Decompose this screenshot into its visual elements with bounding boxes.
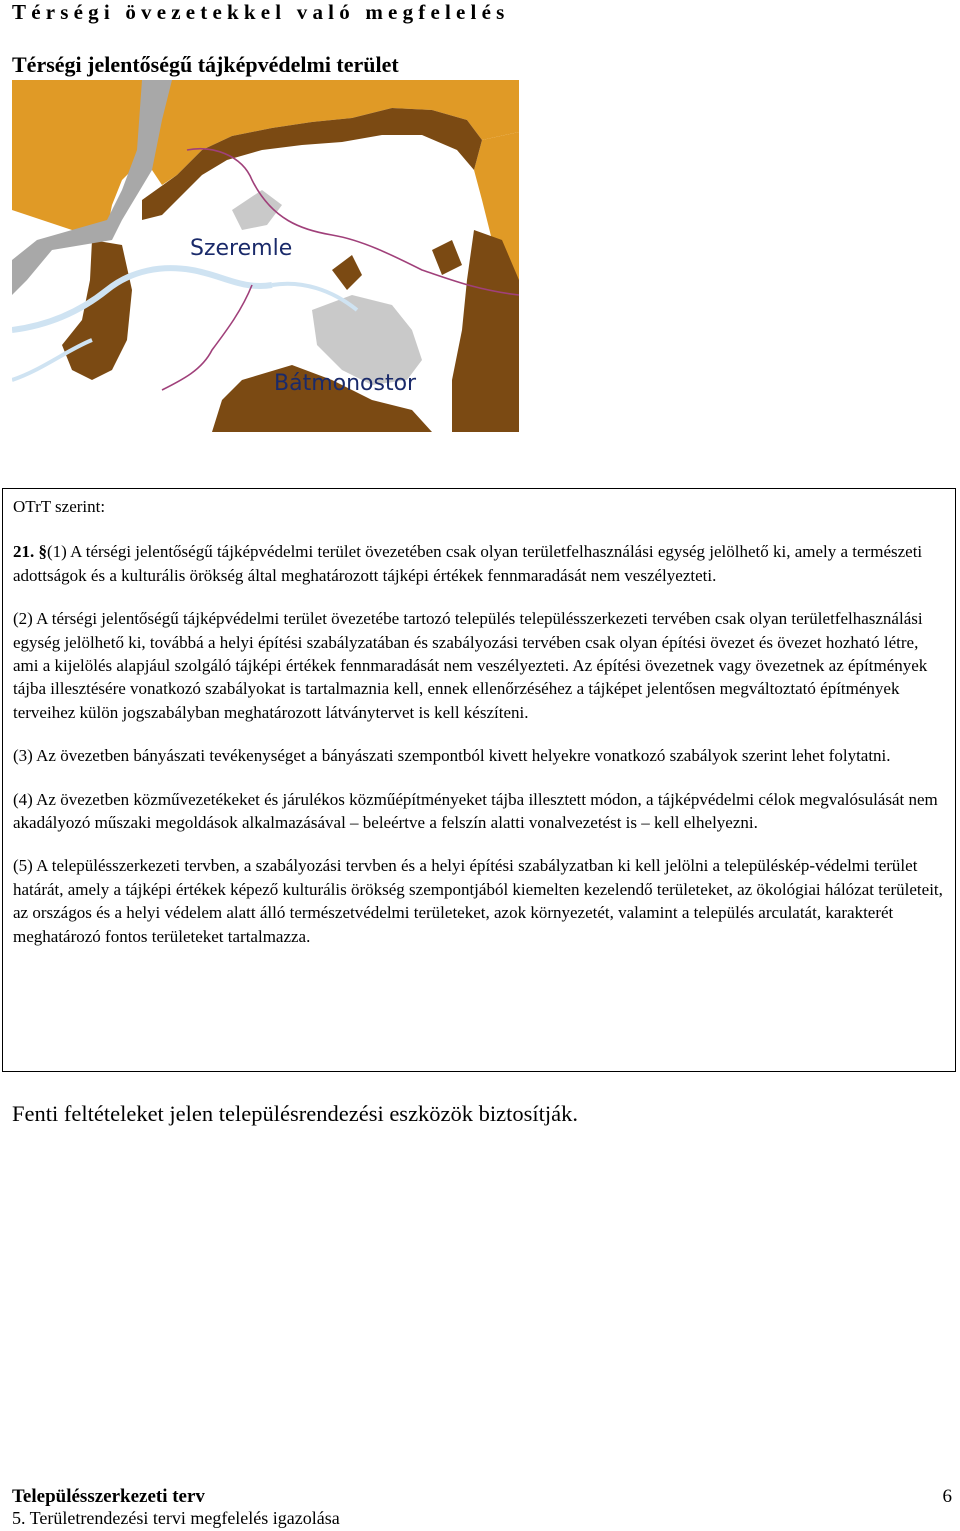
- paragraph-3: (3) Az övezetben bányászati tevékenységet a bányászati szempontból kivett helyekre vonatkozó szabályok szerint lehet folytatni.: [13, 746, 891, 766]
- page-number: 6: [942, 1486, 952, 1507]
- paragraph-4: (4) Az övezetben közművezetékeket és járulékos közműépítményeket tájba illesztett módon, a tájképvédelmi célok megvalósulását nem akadályozó műszaki megoldások alkalmazásával – beleértve a felszín alatti vonalvezetést is – kell elhelyezni.: [13, 789, 938, 833]
- footer-subtitle: 5. Területrendezési tervi megfelelés igazolása: [12, 1508, 340, 1528]
- paragraph-5: (5) A településszerkezeti tervben, a szabályozási tervben és a helyi építési szabályzatban ki kell jelölni a településkép-védelmi terület határát, amely a tájképi értékek képező kulturális örökség szempontjából kiemelten kezelendő területeket, az ökológiai hálózat területeit, az országos és a helyi védelem alatt álló természetvédelmi területeket, azok környezetét, valamint a település arculatát, karakterét meghatározó fontos területeket tartalmazza.: [13, 856, 943, 946]
- map-label-szeremle: Szeremle: [190, 236, 293, 261]
- map-zone-brown-right: [452, 230, 519, 432]
- map-label-batmonostor: Bátmonostor: [274, 371, 417, 396]
- footer-title: Településszerkezeti terv: [12, 1486, 205, 1507]
- paragraph-number: 21. §: [13, 542, 47, 562]
- conclusion-text: Fenti feltételeket jelen településrendezési eszközök biztosítják.: [12, 1101, 579, 1126]
- section-title: Térségi jelentőségű tájképvédelmi terület: [12, 52, 399, 77]
- page-header-title: Térségi övezetekkel való megfelelés: [12, 0, 510, 24]
- map-image: [12, 80, 519, 432]
- paragraph-2: (2) A térségi jelentőségű tájképvédelmi terület övezetébe tartozó település településszerkezeti tervében csak olyan területfelhasználási egység jelölhető ki, továbbá a helyi építési szabályzatában és szabályozási tervében csak olyan építési övezet és övezet hozható létre, ami a kijelölés alapjául szolgáló tájképi értékek fennmaradását nem veszélyezteti. Az építési övezetnek vagy övezetnek az építmények tájba illesztésére vonatkozó szabályokat is tartalmaznia kell, ennek ellenőrzéséhez a tájképet jelentősen megváltoztató építmények terveihez külön jogszabályban meghatározott látványtervet is kell készíteni.: [13, 609, 928, 722]
- otrt-quote-box: [2, 488, 956, 1072]
- paragraph-1: 21. §(1) A térségi jelentőségű tájképvédelmi terület övezetében csak olyan területfelhasználási egység jelölhető ki, amely a természeti adottságok és a kulturális örökség által meghatározott tájképi értékek fennmaradását nem veszélyezteti.: [13, 542, 923, 585]
- box-intro: OTrT szerint:: [13, 497, 106, 516]
